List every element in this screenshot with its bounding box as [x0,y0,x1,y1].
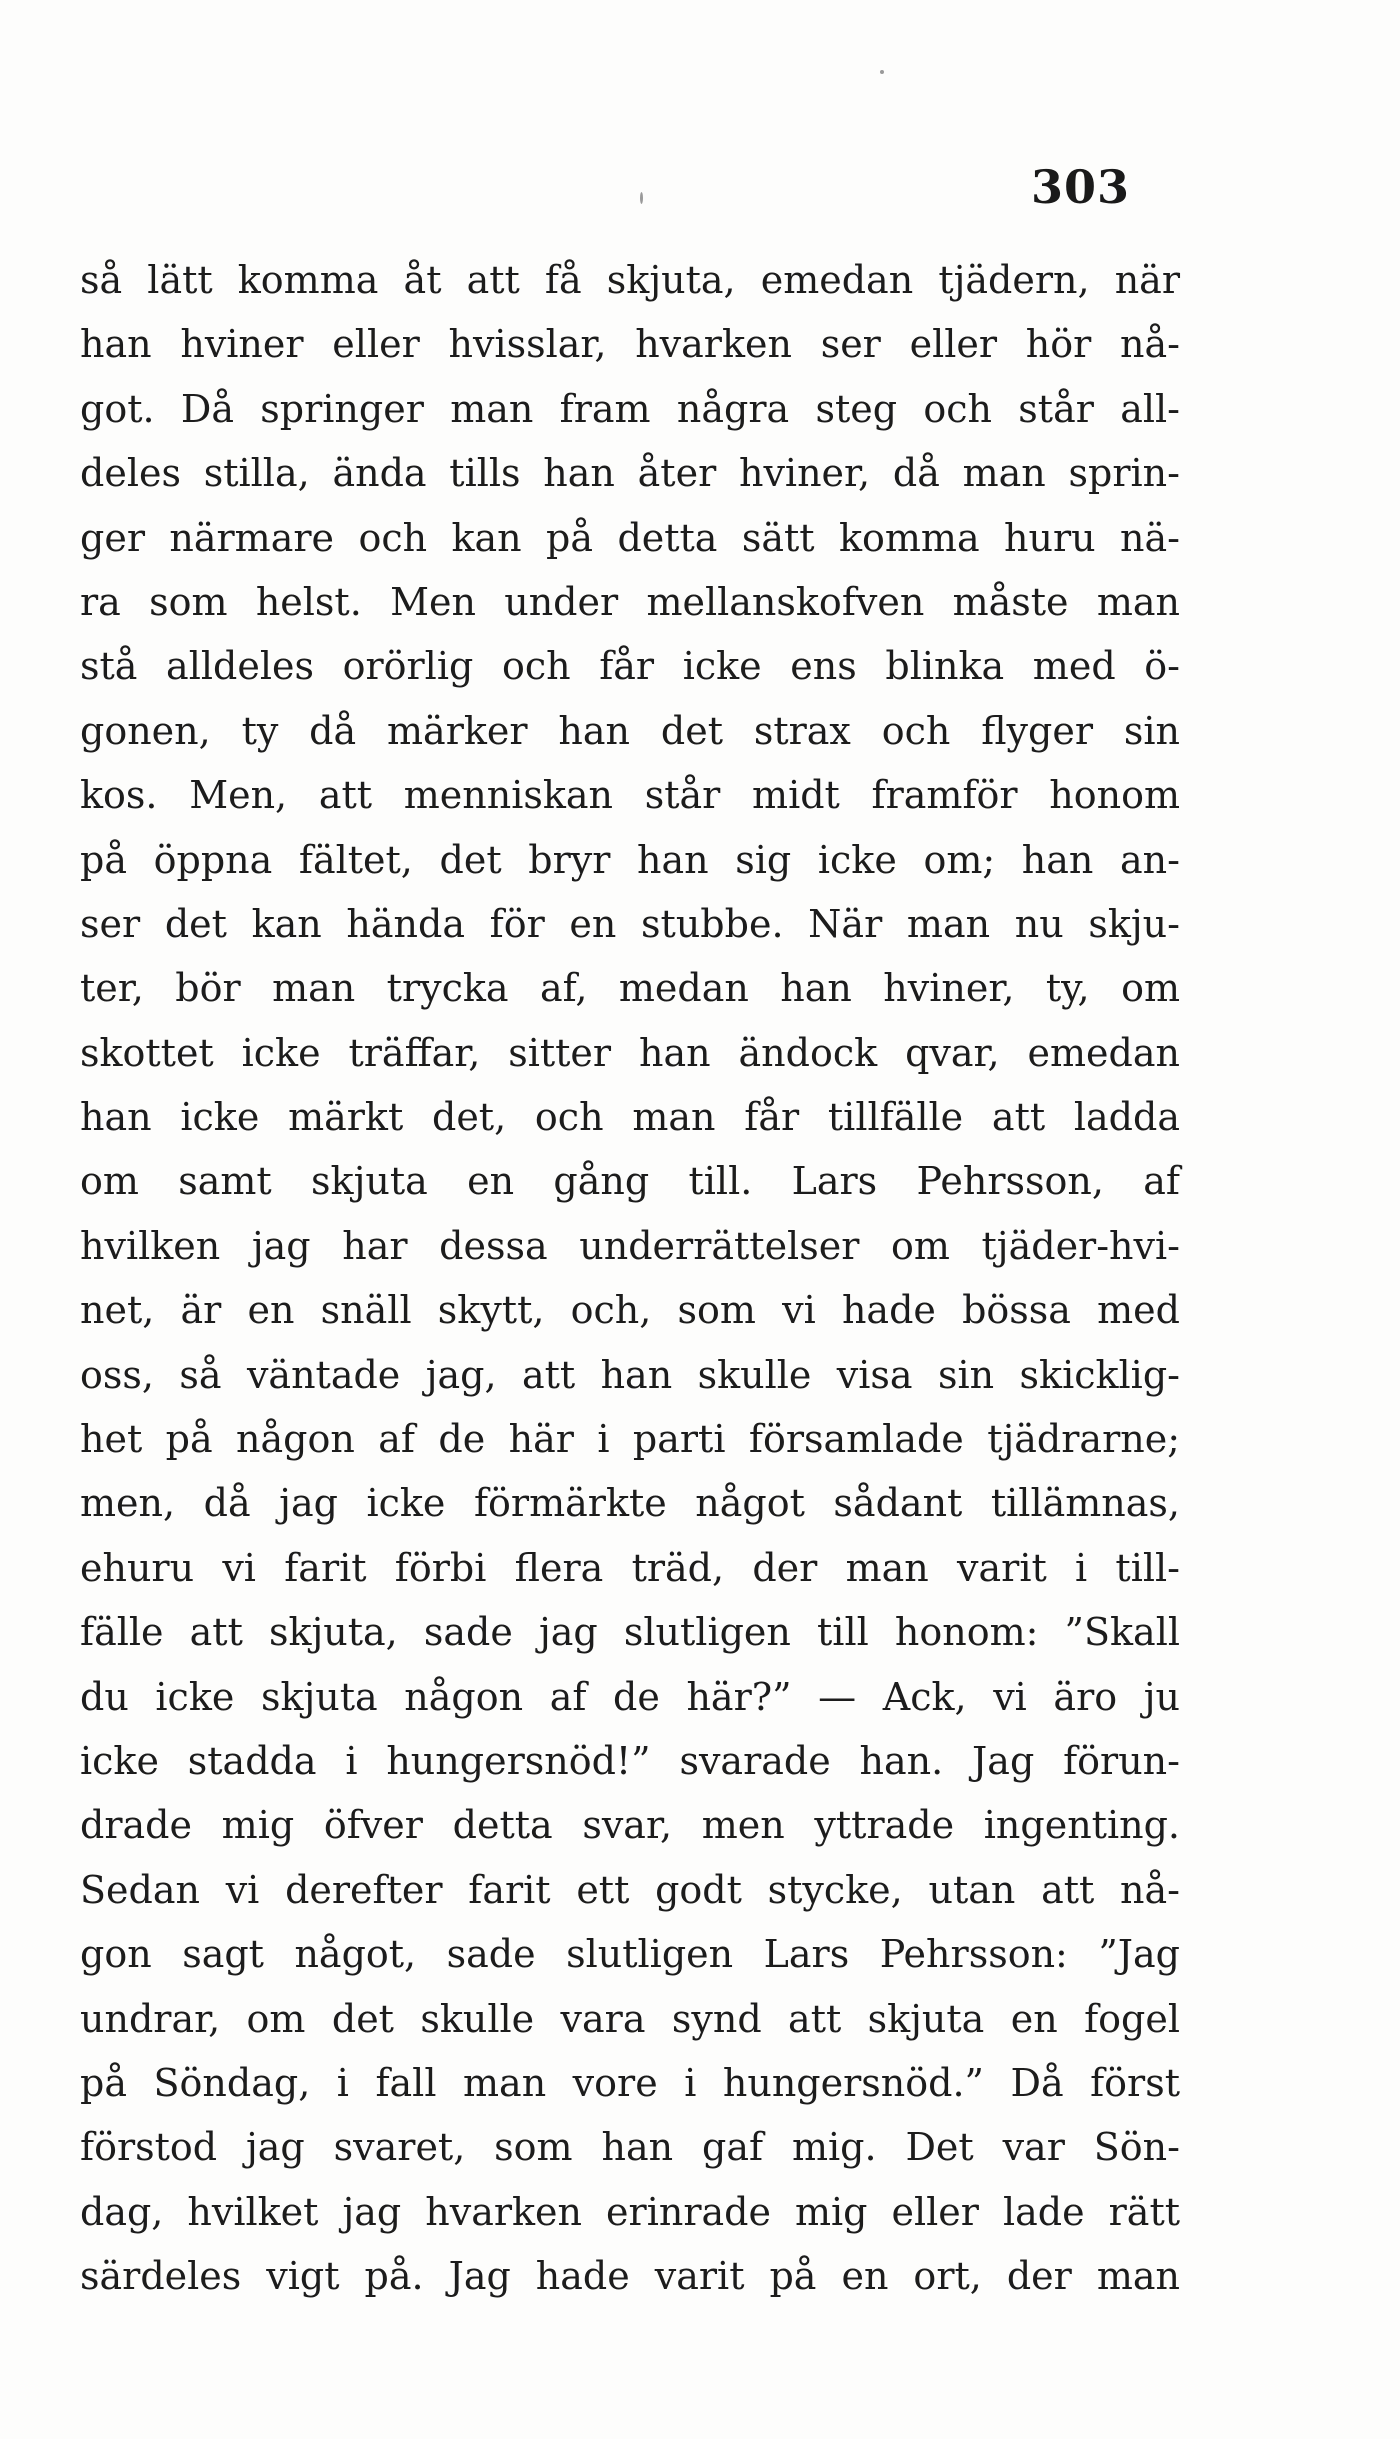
text-line: ehuru vi farit förbi flera träd, der man varit i till- [80,1545,1180,1590]
text-line: du icke skjuta någon af de här?” — Ack, vi äro ju [80,1674,1180,1719]
text-line: icke stadda i hungersnöd!” svarade han. Jag förun- [80,1738,1180,1783]
body-text [80,248,1180,2309]
text-line: särdeles vigt på. Jag hade varit på en ort, der man [80,2254,1180,2299]
text-line: så lätt komma åt att få skjuta, emedan tjädern, när [80,258,1180,302]
text-line: oss, så väntade jag, att han skulle visa sin skicklig- [80,1352,1180,1397]
text-line: ser det kan hända för en stubbe. När man nu skju- [80,901,1180,946]
text-line: undrar, om det skulle vara synd att skjuta en fogel [80,1996,1180,2041]
paper-speck [640,192,643,204]
text-line: men, då jag icke förmärkte något sådant tillämnas, [80,1481,1180,1526]
text-line: drade mig öfver detta svar, men yttrade ingenting. [80,1803,1180,1848]
text-line: got. Då springer man fram några steg och står all- [80,386,1180,431]
text-line: fälle att skjuta, sade jag slutligen till honom: ”Skall [80,1610,1180,1655]
text-line: han hviner eller hvisslar, hvarken ser eller hör nå- [80,322,1180,367]
text-line: stå alldeles orörlig och får icke ens blinka med ö- [80,644,1180,689]
text-line: på öppna fältet, det bryr han sig icke om; han an- [80,837,1180,882]
text-line: ter, bör man trycka af, medan han hviner, ty, om [80,966,1180,1011]
text-line: förstod jag svaret, som han gaf mig. Det var Sön- [80,2125,1180,2170]
text-line: kos. Men, att menniskan står midt framför honom [80,773,1180,818]
text-line: deles stilla, ända tills han åter hviner, då man sprin- [80,451,1180,496]
text-line: skottet icke träffar, sitter han ändock qvar, emedan [80,1030,1180,1075]
paper-speck [880,70,884,74]
text-line: het på någon af de här i parti församlade tjädrarne; [80,1417,1180,1462]
text-line: dag, hvilket jag hvarken erinrade mig eller lade rätt [80,2189,1180,2234]
text-line: net, är en snäll skytt, och, som vi hade bössa med [80,1288,1180,1333]
text-line: Sedan vi derefter farit ett godt stycke, utan att nå- [80,1867,1180,1912]
text-line: gonen, ty då märker han det strax och flyger sin [80,708,1180,753]
text-line: hvilken jag har dessa underrättelser om tjäder-hvi- [80,1223,1180,1268]
page-number: 303 [1030,160,1130,214]
text-line: på Söndag, i fall man vore i hungersnöd.” Då först [80,2060,1180,2105]
text-line: gon sagt något, sade slutligen Lars Pehrsson: ”Jag [80,1932,1180,1977]
text-line: om samt skjuta en gång till. Lars Pehrsson, af [80,1159,1180,1204]
text-line: ger närmare och kan på detta sätt komma huru nä- [80,515,1180,560]
text-line: ra som helst. Men under mellanskofven måste man [80,579,1180,624]
text-line: han icke märkt det, och man får tillfälle att ladda [80,1095,1180,1140]
